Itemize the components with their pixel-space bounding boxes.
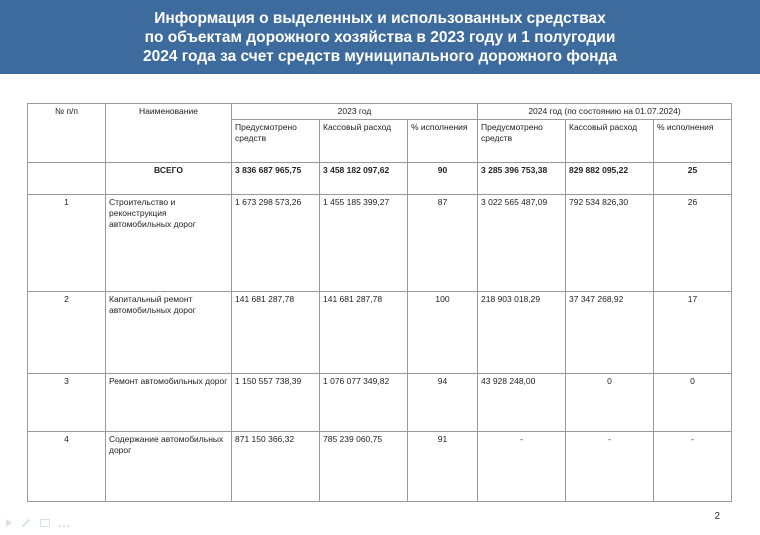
cell-planned-2024: 218 903 018,29 — [478, 292, 566, 374]
pen-icon[interactable] — [22, 519, 30, 527]
header-num: № п/п — [28, 104, 106, 163]
cell-cash-2023: 3 458 182 097,62 — [320, 163, 408, 195]
cell-pct-2024: - — [654, 432, 732, 502]
table-row — [28, 432, 732, 502]
slideshow-toolbar — [6, 519, 69, 527]
cell-planned-2024: 3 022 565 487,09 — [478, 195, 566, 292]
slide-title-line1: Информация о выделенных и использованных средствах — [154, 9, 606, 27]
cell-cash-2024: - — [566, 432, 654, 502]
funds-table — [27, 103, 732, 502]
header-planned-2024: Предусмотрено средств — [478, 120, 566, 163]
cell-name: Строительство и реконструкция автомобильных дорог — [106, 195, 232, 292]
arrow-icon[interactable] — [6, 519, 12, 527]
header-pct-2024: % исполнения — [654, 120, 732, 163]
cell-pct-2024: 17 — [654, 292, 732, 374]
slide-header — [0, 0, 760, 74]
cell-name: Содержание автомобильных дорог — [106, 432, 232, 502]
cell-planned-2023: 141 681 287,78 — [232, 292, 320, 374]
cell-num — [28, 163, 106, 195]
header-group-2023: 2023 год — [232, 104, 478, 120]
cell-planned-2024: 43 928 248,00 — [478, 374, 566, 432]
table-row — [28, 374, 732, 432]
header-planned-2023: Предусмотрено средств — [232, 120, 320, 163]
cell-pct-2024: 26 — [654, 195, 732, 292]
slide-title-line2: по объектам дорожного хозяйства в 2023 году и 1 полугодии — [144, 28, 616, 46]
cell-name: Ремонт автомобильных дорог — [106, 374, 232, 432]
cell-planned-2024: 3 285 396 753,38 — [478, 163, 566, 195]
cell-pct-2023: 87 — [408, 195, 478, 292]
header-cash-2024: Кассовый расход — [566, 120, 654, 163]
slide-title-line3: 2024 года за счет средств муниципального дорожного фонда — [143, 47, 617, 65]
cell-cash-2024: 37 347 268,92 — [566, 292, 654, 374]
header-name: Наименование — [106, 104, 232, 163]
cell-name: ВСЕГО — [106, 163, 232, 195]
cell-cash-2023: 1 455 185 399,27 — [320, 195, 408, 292]
cell-planned-2024: - — [478, 432, 566, 502]
cell-planned-2023: 1 673 298 573,26 — [232, 195, 320, 292]
table-row — [28, 195, 732, 292]
cell-cash-2024: 829 882 095,22 — [566, 163, 654, 195]
cell-cash-2024: 792 534 826,30 — [566, 195, 654, 292]
table-row-total — [28, 163, 732, 195]
funds-table-wrapper — [27, 103, 731, 502]
page-number: 2 — [714, 511, 720, 522]
cell-pct-2023: 91 — [408, 432, 478, 502]
cell-cash-2024: 0 — [566, 374, 654, 432]
cell-pct-2023: 90 — [408, 163, 478, 195]
cell-planned-2023: 1 150 557 738,39 — [232, 374, 320, 432]
cell-planned-2023: 871 150 366,32 — [232, 432, 320, 502]
cell-name: Капитальный ремонт автомобильных дорог — [106, 292, 232, 374]
cell-pct-2024: 0 — [654, 374, 732, 432]
cell-num: 1 — [28, 195, 106, 292]
cell-num: 3 — [28, 374, 106, 432]
cell-pct-2023: 94 — [408, 374, 478, 432]
cell-planned-2023: 3 836 687 965,75 — [232, 163, 320, 195]
table-row — [28, 292, 732, 374]
cell-pct-2024: 25 — [654, 163, 732, 195]
cell-num: 4 — [28, 432, 106, 502]
header-group-2024: 2024 год (по состоянию на 01.07.2024) — [478, 104, 732, 120]
cell-pct-2023: 100 — [408, 292, 478, 374]
cell-cash-2023: 1 076 077 349,82 — [320, 374, 408, 432]
cell-num: 2 — [28, 292, 106, 374]
header-pct-2023: % исполнения — [408, 120, 478, 163]
cell-cash-2023: 785 239 060,75 — [320, 432, 408, 502]
table-header-row-1 — [28, 104, 732, 120]
box-icon[interactable] — [40, 519, 50, 527]
dots-icon[interactable] — [59, 519, 69, 527]
cell-cash-2023: 141 681 287,78 — [320, 292, 408, 374]
header-cash-2023: Кассовый расход — [320, 120, 408, 163]
